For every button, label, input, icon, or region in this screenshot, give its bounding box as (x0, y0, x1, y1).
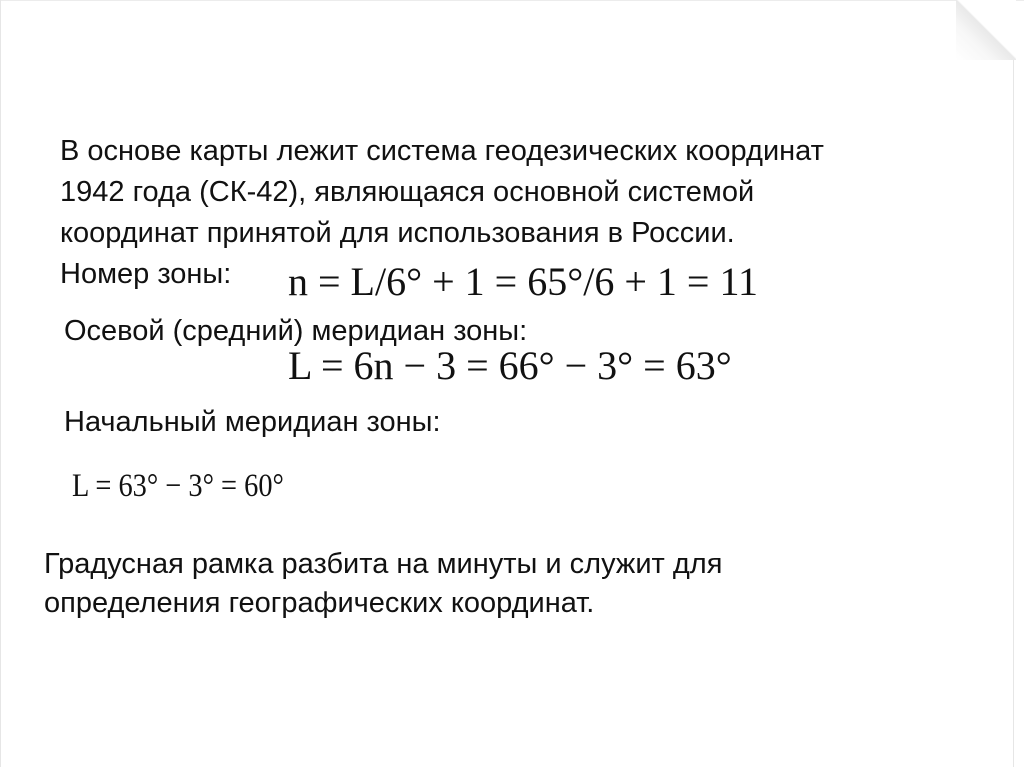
axial-meridian-label: Осевой (средний) меридиан зоны: (64, 315, 528, 347)
slide-border-right (1013, 0, 1014, 767)
zone-number-formula: n = L/6° + 1 = 65°/6 + 1 = 11 (288, 259, 758, 304)
axial-meridian-formula: L = 6n − 3 = 66° − 3° = 63° (288, 343, 732, 388)
degree-frame-line-2: определения географических координат. (44, 587, 595, 619)
degree-frame-line-1: Градусная рамка разбита на минуты и служит для (44, 548, 723, 580)
intro-line-2: 1942 года (СК-42), являющаяся основной системой (60, 176, 755, 208)
zone-number-label: Номер зоны: (60, 258, 232, 290)
slide-border-left (0, 0, 1, 767)
intro-line-1: В основе карты лежит система геодезических координат (60, 135, 824, 167)
intro-line-3: координат принятой для использования в России. (60, 217, 735, 249)
page-corner-fold (956, 0, 1016, 60)
initial-meridian-label: Начальный меридиан зоны: (64, 406, 441, 438)
slide-border-top (0, 0, 1024, 1)
initial-meridian-formula: L = 63° − 3° = 60° (72, 468, 284, 504)
